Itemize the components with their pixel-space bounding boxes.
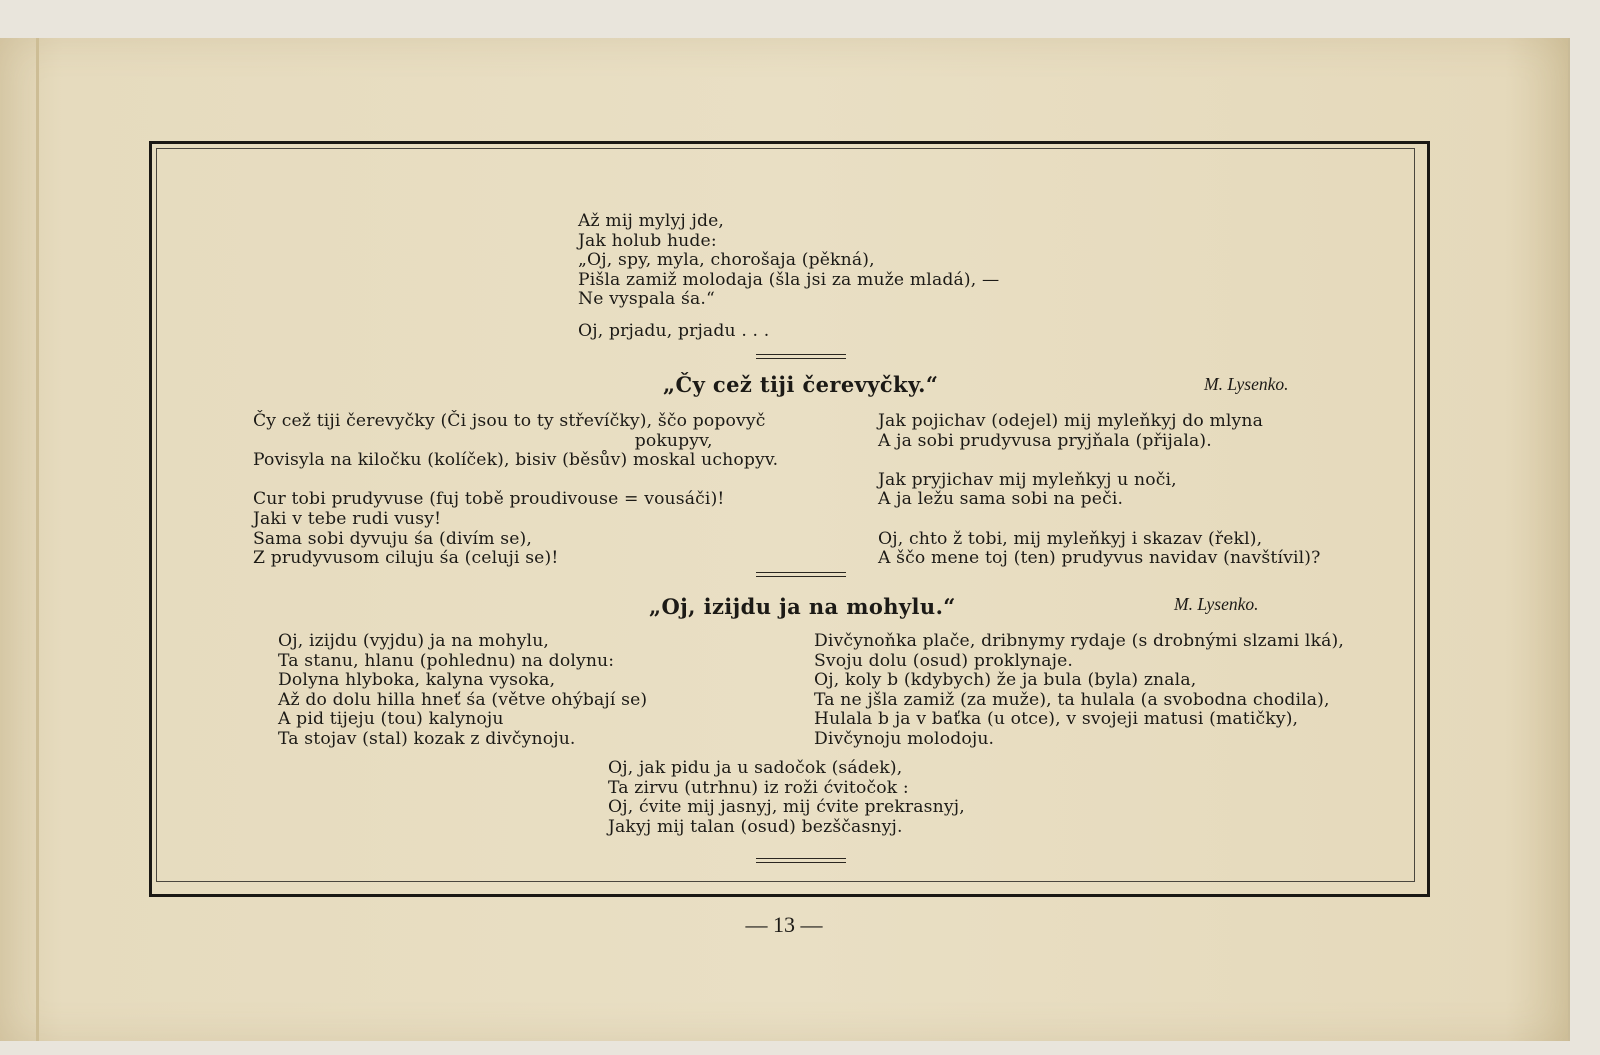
- section-divider: [756, 572, 846, 577]
- song1-right-column: Jak pojichav (odejel) mij myleňkyj do mlyna A ja sobi prudyvusa pryjňala (přijala). Jak pryjichav mij myleňkyj u noči, A ja ležu sama sobi na peči. Oj, chto ž tobi, mij myleňkyj i skazav (řekl), A ščo mene toj (ten) prudyvus navidav (navštívil)?: [878, 411, 1321, 569]
- song1-author: M. Lysenko.: [1204, 374, 1289, 394]
- top-poem-stanza: Až mij mylyj jde, Jak holub hude: „Oj, spy, myla, chorošaja (pěkná), Pišla zamiž molodaja (šla jsi za muže mladá), — Ne vyspala śa.“: [578, 211, 1000, 310]
- section-divider: [756, 858, 846, 863]
- song2-closing-stanza: Oj, jak pidu ja u sadočok (sádek), Ta zirvu (utrhnu) iz roži ćvitočok : Oj, ćvite mij jasnyj, mij ćvite prekrasnyj, Jakyj mij talan (osud) bezščasnyj.: [608, 758, 965, 837]
- book-spine: [36, 38, 39, 1041]
- section-divider: [756, 354, 846, 359]
- song2-title: „Oj, izijdu ja na mohylu.“: [649, 594, 956, 619]
- song1-left-column: Čy cež tiji čerevyčky (Či jsou to ty střevíčky), ščo popovyč pokupyv, Povisyla na kiločku (kolíček), bisiv (běsův) moskal uchopyv. Cur tobi prudyvuse (fuj tobě proudivouse = vousáči)! Jaki v tebe rudi vusy! Sama sobi dyvuju śa (divím se), Z prudyvusom ciluju śa (celuji se)!: [253, 411, 779, 569]
- song1-title: „Čy cež tiji čerevyčky.“: [663, 372, 939, 397]
- song2-right-column: Divčynoňka plače, dribnymy rydaje (s drobnými slzami lká), Svoju dolu (osud) proklynaje. Oj, koly b (kdybych) že ja bula (byla) znala, Ta ne jšla zamiž (za muže), ta hulala (a svobodna chodila), Hulala b ja v baťka (u otce), v svojeji matusi (matičky), Divčynoju molodoju.: [814, 631, 1345, 749]
- song2-author: M. Lysenko.: [1174, 594, 1259, 614]
- top-poem-refrain: Oj, prjadu, prjadu . . .: [578, 321, 770, 341]
- song2-left-column: Oj, izijdu (vyjdu) ja na mohylu, Ta stanu, hlanu (pohlednu) na dolynu: Dolyna hlyboka, kalyna vysoka, Až do dolu hilla hneť śa (větve ohýbají se) A pid tijeju (tou) kalynoju Ta stojav (stal) kozak z divčynoju.: [278, 631, 648, 749]
- page-number: — 13 —: [745, 912, 823, 937]
